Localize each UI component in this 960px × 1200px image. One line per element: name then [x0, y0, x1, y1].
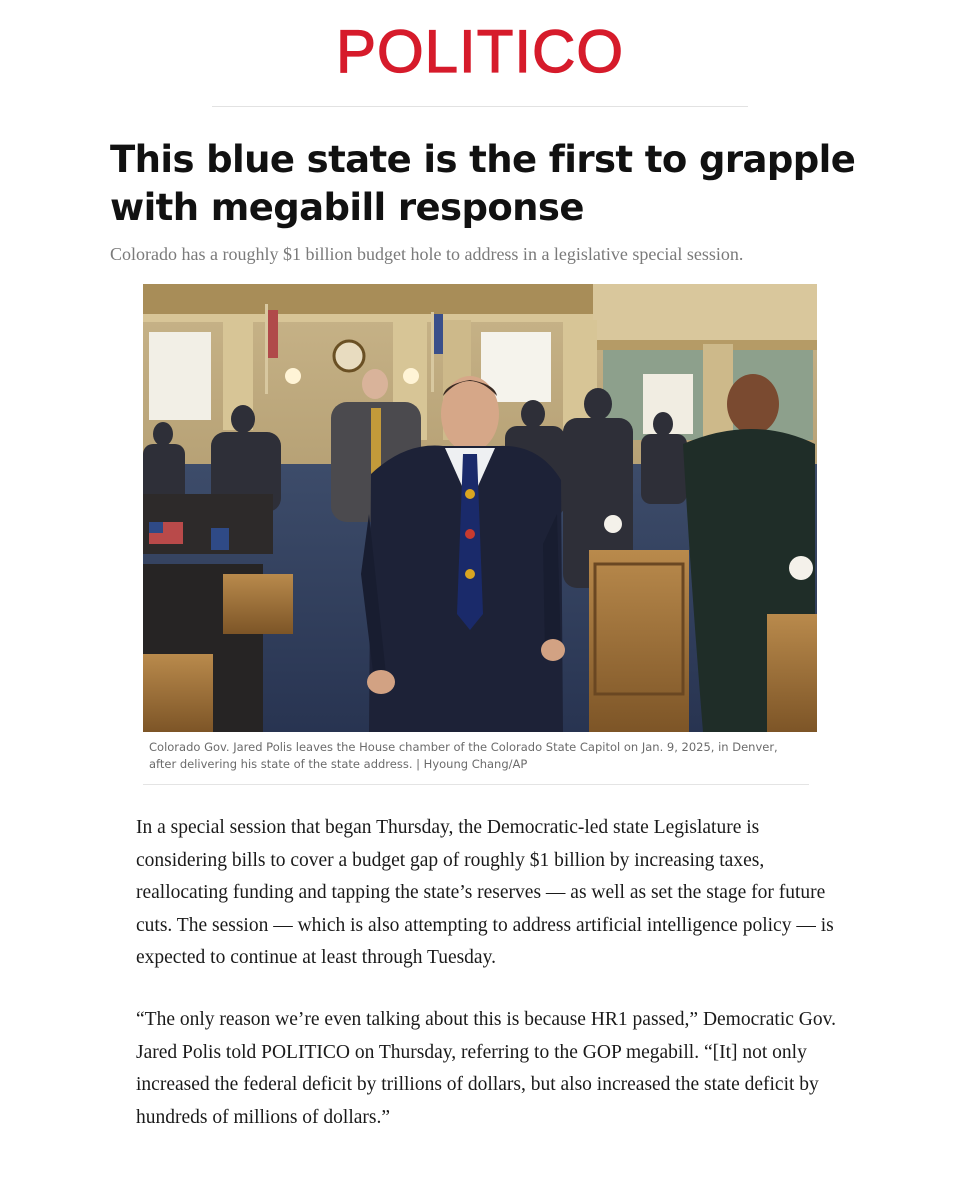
article-photo [143, 284, 817, 732]
caption-divider [143, 784, 809, 785]
politico-logo[interactable]: POLITICO [335, 18, 625, 85]
article-headline: This blue state is the first to grapple with megabill response [110, 138, 856, 229]
article-paragraph: In a special session that began Thursday, the Democratic-led state Legislature is considering bills to cover a budget gap of roughly $1 billion by increasing taxes, reallocating funding and tapping the state’s reserves — as well as set the stage for future cuts. The session — which is also attempting to address artificial intelligence policy — is expected to continue at least through Tuesday. [136, 817, 834, 968]
article-dek: Colorado has a roughly $1 billion budget hole to address in a legislative special session. [110, 244, 744, 264]
header-divider [212, 106, 748, 107]
article-paragraph: “The only reason we’re even talking about this is because HR1 passed,” Democratic Gov. Jared Polis told POLITICO on Thursday, referring to the GOP megabill. “[It] not only increased the federal deficit by trillions of dollars, but also increased the state deficit by hundreds of millions of dollars.” [136, 1009, 836, 1128]
photo-caption: Colorado Gov. Jared Polis leaves the House chamber of the Colorado State Capitol on Jan. 9, 2025, in Denver, after delivering his state of the state address. | Hyoung Chang/AP [149, 740, 778, 771]
chamber-photo-illustration [143, 284, 817, 732]
